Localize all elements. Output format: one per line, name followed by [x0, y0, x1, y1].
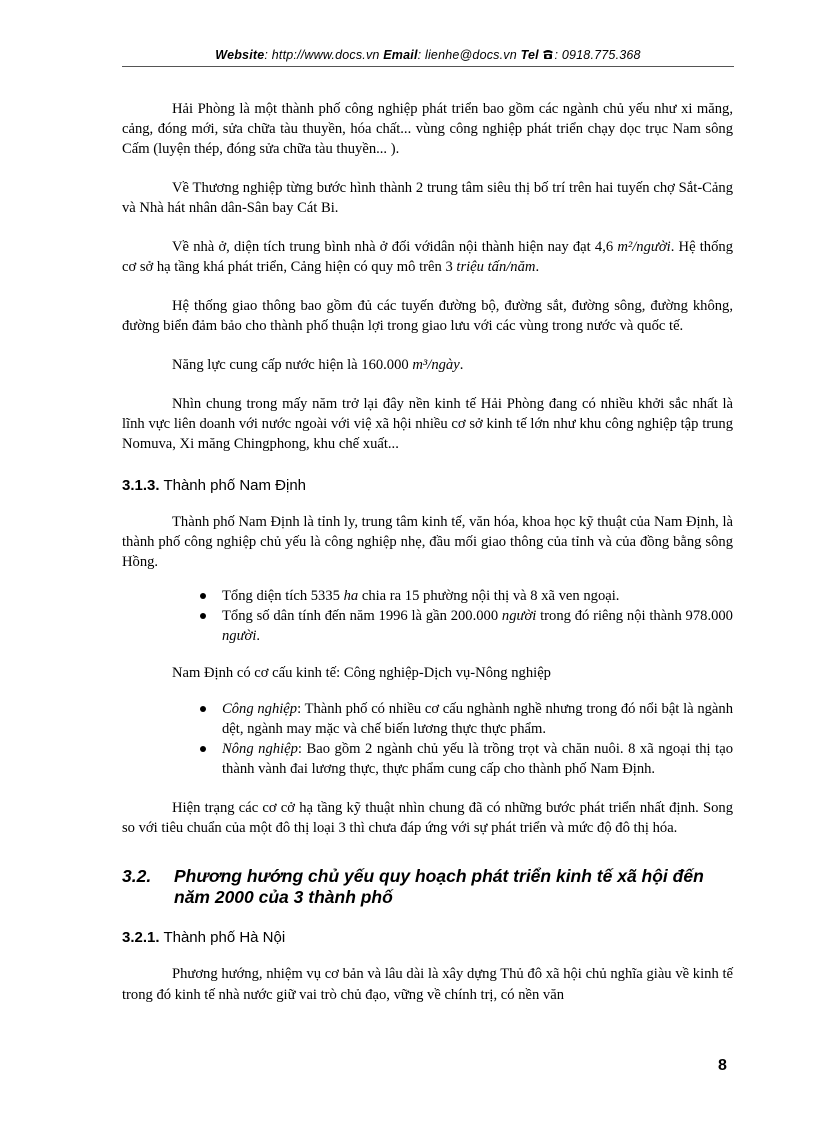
bullet-icon — [200, 593, 206, 599]
heading-3-1-3: 3.1.3. Thành phố Nam Định — [122, 477, 307, 494]
page-header — [122, 46, 734, 67]
paragraph-haiphong-housing: Về nhà ở, diện tích trung bình nhà ở đối vớidân nội thành hiện nay đạt 4,6 m²/người. Hệ thống cơ sở hạ tầng khá phát triển, Cảng hiện có quy mô trên 3 triệu tấn/năm. — [122, 239, 733, 275]
bullet-icon — [200, 746, 206, 752]
paragraph-haiphong-transport: Hệ thống giao thông bao gồm đủ các tuyến đường bộ, đường sắt, đường sông, đường không, đường biển đảm bảo cho thành phố thuận lợi trong giao lưu với các vùng trong nước và quốc tế. — [122, 298, 733, 334]
paragraph-hanoi-direction: Phương hướng, nhiệm vụ cơ bản và lâu dài là xây dựng Thủ đô xã hội chủ nghĩa giàu về kinh tế trong đó kinh tế nhà nước giữ vai trò chủ đạo, vững về chính trị, có nền văn — [122, 966, 733, 1003]
list-item: Nông nghiệp: Bao gồm 2 ngành chủ yếu là trồng trọt và chăn nuôi. 8 xã ngoại thị tạo thành vành đai lương thực, thực phẩm cung cấp cho thành phố Nam Định. — [122, 739, 733, 779]
heading-3-2: 3.2. Phương hướng chủ yếu quy hoạch phát triển kinh tế xã hội đến năm 2000 của 3 thành phố — [122, 866, 704, 907]
namdinh-stats-list — [122, 586, 733, 646]
email-value: : lienhe@docs.vn — [417, 48, 517, 62]
paragraph-haiphong-summary: Nhìn chung trong mấy năm trở lại đây nền kinh tế Hải Phòng đang có nhiều khởi sắc nhất là lĩnh vực liên doanh với nước ngoài với việ xã hội nhiều cơ sở kinh tế lớn như khu công nghiệp tập trung Nomuva, Xi măng Chingphong, khu chế xuất... — [122, 396, 733, 452]
list-item: Tổng diện tích 5335 ha chia ra 15 phường nội thị và 8 xã ven ngoại. — [122, 586, 733, 606]
tel-label: Tel — [520, 48, 539, 62]
email-label: Email — [383, 48, 418, 62]
tel-value: : 0918.775.368 — [554, 48, 641, 62]
list-item: Công nghiệp: Thành phố có nhiều cơ cấu nghành nghề nhưng trong đó nổi bật là ngành dệt, ngành may mặc và chế biến lương thực thực phẩm. — [122, 699, 733, 739]
list-item: Tổng số dân tính đến năm 1996 là gần 200.000 người trong đó riêng nội thành 978.000 người. — [122, 606, 733, 646]
heading-3-2-1: 3.2.1. Thành phố Hà Nội — [122, 929, 286, 946]
website-value: : http://www.docs.vn — [264, 48, 380, 62]
namdinh-economy-list — [122, 699, 733, 779]
paragraph-namdinh-structure: Nam Định có cơ cấu kinh tế: Công nghiệp-Dịch vụ-Nông nghiệp — [172, 665, 551, 681]
phone-icon — [542, 49, 554, 60]
paragraph-namdinh-infrastructure: Hiện trạng các cơ cở hạ tầng kỹ thuật nhìn chung đã có những bước phát triển nhất định. Song so với tiêu chuẩn của một đô thị loại 3 thì chưa đáp ứng với sự phát triển và mức độ đô thị hóa. — [122, 800, 733, 836]
bullet-icon — [200, 706, 206, 712]
paragraph-haiphong-industry: Hải Phòng là một thành phố công nghiệp phát triển bao gồm các ngành chủ yếu như xi măng, cảng, đóng mới, sửa chữa tàu thuyền, hóa chất... vùng công nghiệp phát triển chạy dọc trục Nam sông Cấm (luyện thép, đóng sửa chữa tàu thuyền... ). — [122, 101, 733, 157]
paragraph-haiphong-water: Năng lực cung cấp nước hiện là 160.000 m³/ngày. — [172, 357, 464, 373]
website-label: Website — [215, 48, 265, 62]
paragraph-namdinh-intro: Thành phố Nam Định là tỉnh ly, trung tâm kinh tế, văn hóa, khoa học kỹ thuật của Nam Định, là thành phố công nghiệp chủ yếu là công nghiệp nhẹ, đầu mối giao thông của tỉnh và của đồng bằng sông Hồng. — [122, 514, 733, 570]
page-number: 8 — [718, 1057, 727, 1074]
bullet-icon — [200, 613, 206, 619]
paragraph-haiphong-trade: Về Thương nghiệp từng bước hình thành 2 trung tâm siêu thị bố trí trên hai tuyến chợ Sắt-Cảng và Nhà hát nhân dân-Sân bay Cát Bi. — [122, 180, 733, 216]
page-body — [122, 92, 733, 1006]
